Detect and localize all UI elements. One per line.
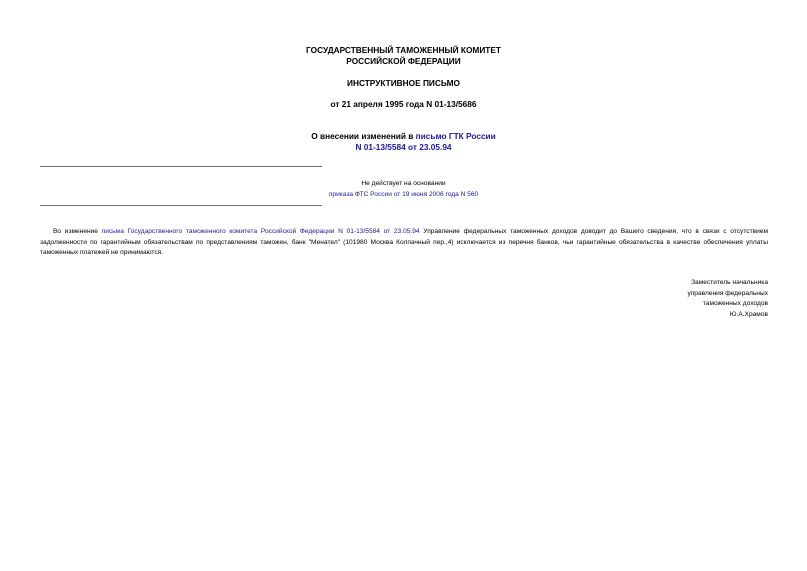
agency-name-line2: РОССИЙСКОЙ ФЕДЕРАЦИИ [346, 56, 461, 66]
signature-name: Ю.А.Храмов [729, 311, 768, 318]
top-divider [40, 166, 322, 167]
bottom-divider [40, 205, 322, 206]
body-text: Управление федеральных таможенных доходов доводит до Вашего сведения, что в связи с отсутствием задолженности по гарантийным обязательствам по представлениям таможен, банк "Менател" (101980 Москва Колпачный пер.,4) исключается из перечня банков, чьи гарантийные обязательства в качестве обеспечения уплаты таможенных платежей не принимаются. [40, 228, 768, 257]
subject-referenced-letter-number-link[interactable]: N 01-13/5584 от 23.05.94 [355, 142, 452, 152]
signature-position-line2: управления федеральных [687, 290, 768, 297]
document-subject-line1 [0, 131, 807, 141]
body-referenced-letter-link[interactable]: письма Государственного таможенного комитета Российской Федерации N 01-13/5584 от 23.05.94 [101, 228, 420, 235]
document-subject-line2 [0, 142, 807, 152]
signature-position-line3: таможенных доходов [702, 300, 768, 307]
signature-position-line1: Заместитель начальника [691, 279, 768, 286]
status-note: Не действует на основании [361, 180, 446, 187]
body-paragraph [40, 227, 768, 259]
subject-prefix: О внесении изменений в [311, 131, 416, 141]
agency-name-line1: ГОСУДАРСТВЕННЫЙ ТАМОЖЕННЫЙ КОМИТЕТ [306, 45, 501, 55]
subject-referenced-letter-link[interactable]: письмо ГТК России [415, 131, 496, 141]
document-date-number: от 21 апреля 1995 года N 01-13/5686 [330, 99, 477, 109]
status-order-link[interactable]: приказа ФТС России от 19 июня 2006 года N 560 [328, 191, 479, 198]
body-prefix: Во изменение [53, 228, 102, 235]
status-link-row [0, 190, 807, 200]
document-type: ИНСТРУКТИВНОЕ ПИСЬМО [346, 78, 460, 88]
